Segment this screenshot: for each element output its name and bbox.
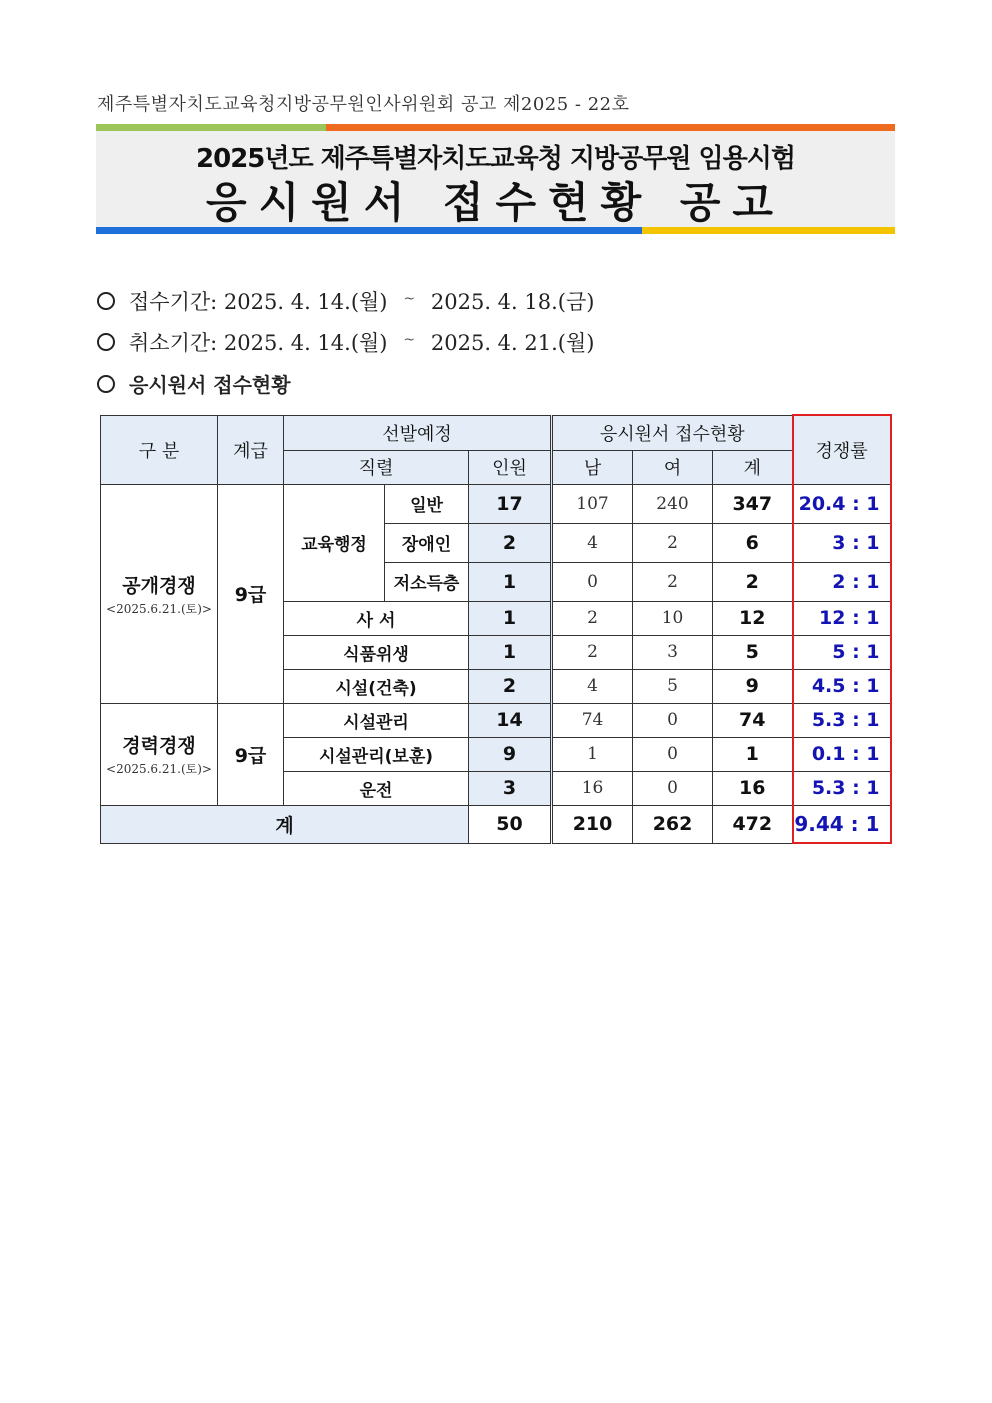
rate-cell: 20.4 : 1 (793, 484, 891, 523)
female-cell: 0 (633, 703, 713, 737)
rate-cell: 3 : 1 (793, 523, 891, 562)
headcount-cell: 1 (469, 601, 552, 635)
rate-cell: 12 : 1 (793, 601, 891, 635)
male-cell: 2 (552, 635, 633, 669)
cancel-start: 2025. 4. 14.(월) (223, 331, 388, 355)
total-female: 262 (633, 805, 713, 843)
table-header-row (101, 415, 891, 450)
title-bar-green (96, 124, 326, 131)
status-heading-text: 응시원서 접수현황 (129, 373, 291, 397)
headcount-cell: 1 (469, 635, 552, 669)
series-cell: 식품위생 (284, 635, 469, 669)
female-cell: 2 (633, 523, 713, 562)
rate-cell: 5.3 : 1 (793, 703, 891, 737)
male-cell: 107 (552, 484, 633, 523)
male-cell: 4 (552, 523, 633, 562)
header-male: 남 (552, 450, 633, 484)
total-cell: 2 (713, 562, 793, 601)
header-headcount: 인원 (469, 450, 552, 484)
title-line-2: 응시원서 접수현황 공고 (206, 178, 785, 227)
female-cell: 3 (633, 635, 713, 669)
series-cell: 시설관리 (284, 703, 469, 737)
female-cell: 10 (633, 601, 713, 635)
circle-bullet-icon (97, 333, 115, 351)
total-row (101, 805, 891, 843)
total-headcount: 50 (469, 805, 552, 843)
range-separator: ~ (403, 291, 416, 307)
career-grade: 9급 (218, 703, 284, 805)
total-male: 210 (552, 805, 633, 843)
series-cell: 저소득층 (385, 562, 469, 601)
total-cell: 16 (713, 771, 793, 805)
total-cell: 12 (713, 601, 793, 635)
reception-period (97, 286, 594, 316)
total-cell: 9 (713, 669, 793, 703)
female-cell: 240 (633, 484, 713, 523)
male-cell: 16 (552, 771, 633, 805)
table-row (101, 484, 891, 523)
reception-end: 2025. 4. 18.(금) (430, 290, 595, 314)
rate-cell: 5.3 : 1 (793, 771, 891, 805)
headcount-cell: 3 (469, 771, 552, 805)
total-cell: 6 (713, 523, 793, 562)
header-total: 계 (713, 450, 793, 484)
series-cell: 일반 (385, 484, 469, 523)
cancel-end: 2025. 4. 21.(월) (430, 331, 595, 355)
circle-bullet-icon (97, 292, 115, 310)
range-separator: ~ (403, 332, 416, 348)
header-planned: 선발예정 (284, 415, 552, 450)
headcount-cell: 2 (469, 669, 552, 703)
header-grade: 계급 (218, 415, 284, 484)
career-competition-date: <2025.6.21.(토)> (106, 762, 212, 776)
female-cell: 2 (633, 562, 713, 601)
status-heading (97, 369, 291, 398)
series-cell: 장애인 (385, 523, 469, 562)
header-female: 여 (633, 450, 713, 484)
title-bar-yellow (642, 227, 895, 234)
header-job-series: 직렬 (284, 450, 469, 484)
female-cell: 5 (633, 669, 713, 703)
cancel-label: 취소기간: (129, 331, 218, 355)
rate-cell: 0.1 : 1 (793, 737, 891, 771)
male-cell: 2 (552, 601, 633, 635)
headcount-cell: 17 (469, 484, 552, 523)
notice-number: 제주특별자치도교육청지방공무원인사위원회 공고 제2025 - 22호 (97, 94, 630, 115)
title-bar-orange (326, 124, 895, 131)
total-label: 계 (101, 805, 469, 843)
total-cell: 1 (713, 737, 793, 771)
title-banner (96, 124, 895, 234)
rate-cell: 2 : 1 (793, 562, 891, 601)
male-cell: 4 (552, 669, 633, 703)
total-cell: 347 (713, 484, 793, 523)
series-cell: 운전 (284, 771, 469, 805)
header-status: 응시원서 접수현황 (552, 415, 793, 450)
reception-start: 2025. 4. 14.(월) (223, 290, 388, 314)
total-total: 472 (713, 805, 793, 843)
open-competition-date: <2025.6.21.(토)> (106, 601, 212, 616)
headcount-cell: 14 (469, 703, 552, 737)
male-cell: 0 (552, 562, 633, 601)
rate-cell: 5 : 1 (793, 635, 891, 669)
series-cell: 사 서 (284, 601, 469, 635)
cancel-period (97, 327, 594, 357)
title-bar-blue (96, 227, 642, 234)
reception-label: 접수기간: (129, 290, 218, 314)
career-competition-cell (101, 703, 218, 805)
open-competition-label: 공개경쟁 (122, 574, 196, 597)
career-competition-label: 경력경쟁 (122, 735, 196, 757)
table-row (101, 703, 891, 737)
male-cell: 74 (552, 703, 633, 737)
title-line-1: 2025년도 제주특별자치도교육청 지방공무원 임용시험 (196, 144, 795, 174)
total-cell: 5 (713, 635, 793, 669)
total-rate: 9.44 : 1 (793, 805, 891, 843)
series-cell: 시설관리(보훈) (284, 737, 469, 771)
application-status-table (100, 414, 892, 844)
headcount-cell: 2 (469, 523, 552, 562)
male-cell: 1 (552, 737, 633, 771)
headcount-cell: 1 (469, 562, 552, 601)
open-grade: 9급 (218, 484, 284, 703)
total-cell: 74 (713, 703, 793, 737)
open-competition-cell (101, 484, 218, 703)
headcount-cell: 9 (469, 737, 552, 771)
header-category: 구 분 (101, 415, 218, 484)
series-cell: 시설(건축) (284, 669, 469, 703)
rate-cell: 4.5 : 1 (793, 669, 891, 703)
edu-admin-label: 교육행정 (284, 484, 385, 601)
circle-bullet-icon (97, 375, 115, 393)
female-cell: 0 (633, 737, 713, 771)
header-rate: 경쟁률 (793, 415, 891, 484)
female-cell: 0 (633, 771, 713, 805)
